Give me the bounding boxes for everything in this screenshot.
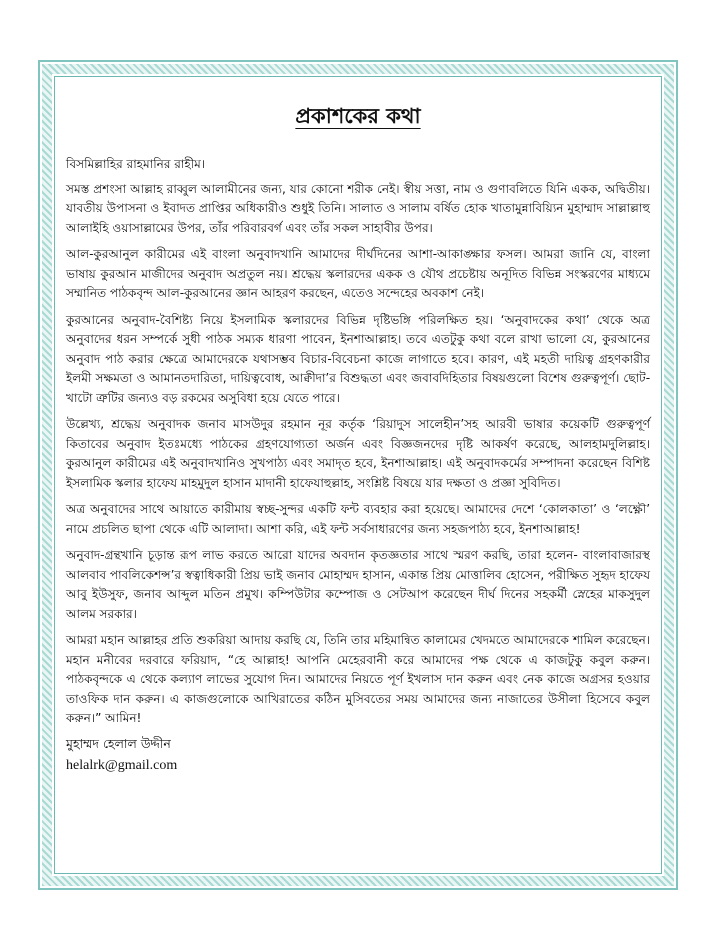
paragraph-font-note: অত্র অনুবাদের সাথে আয়াতে কারীমায় স্বচ্ছ-সুন্দর একটি ফন্ট ব্যবহার করা হয়েছে। আমাদের দেশে ‘কোলকাতা’ ও ‘লক্ষ্ণৌ’ নামে প্রচলিত ছাপা থেকে এটি আলাদা। আশা করি, এই ফন্ট সর্বসাধারণের জন্য সহজপাঠ্য হবে, ইনশাআল্লাহ! (66, 502, 650, 536)
paragraph-acknowledgements: অনুবাদ-গ্রন্থখানি চূড়ান্ত রূপ লাভ করতে আরো যাদের অবদান কৃতজ্ঞতার সাথে স্মরণ করছি, তারা হলেন- বাংলাবাজারস্থ আলবাব পাবলিকেশন্স’র স্বত্বাধিকারী প্রিয় ভাই জনাব মোহাম্মদ হাসান, একান্ত প্রিয় মোত্তালিব হোসেন, পরীক্ষিত সুহৃদ হাফেয আবু ইউসুফ, জনাব আব্দুল মতিন প্রমুখ। কম্পিউটার কম্পোজ ও সেটআপ করেছেন দীর্ঘ দিনের সহকর্মী স্নেহের মাকসুদুল আলম সরকার। (66, 548, 650, 621)
signature-email: helalrk@gmail.com (66, 757, 178, 773)
paragraph-translator-info: উল্লেখ্য, শ্রদ্ধেয় অনুবাদক জনাব মাসউদুর রহমান নূর কর্তৃক ‘রিয়াদুস সালেহীন’সহ আরবী ভাষার কয়েকটি গুরুত্বপূর্ণ কিতাবের অনুবাদ ইতঃমধ্যে পাঠকের গ্রহণযোগ্যতা অর্জন এবং বিজ্ঞজনদের দৃষ্টি আকর্ষণ করেছে, আলহামদুলিল্লাহ। কুরআনুল কারীমের এই অনুবাদখানিও সুখপাঠ্য এবং সমাদৃত হবে, ইনশাআল্লাহ। এই অনুবাদকর্মের সম্পাদনা করেছেন বিশিষ্ট ইসলামিক স্কলার হাফেয মাহমুদুল হাসান মাদানী হাফেযাহুল্লাহ, সংশ্লিষ্ট বিষয়ে যার দক্ষতা ও প্রজ্ঞা সুবিদিত। (66, 417, 650, 490)
paragraph-translation-features: কুরআনের অনুবাদ-বৈশিষ্ট্য নিয়ে ইসলামিক স্কলারদের বিভিন্ন দৃষ্টিভঙ্গি পরিলক্ষিত হয়। ‘অনুবাদকের কথা’ থেকে অত্র অনুবাদের ধরন সম্পর্কে সুধী পাঠক সম্যক ধারণা পাবেন, ইনশাআল্লাহ। তবে এতটুকু কথা বলে রাখা ভালো যে, কুরআনের অনুবাদ পাঠ করার ক্ষেত্রে আমাদেরকে যথাসম্ভব বিচার-বিবেচনা কাজে লাগাতে হবে। কারণ, এই মহতী দায়িত্ব গ্রহণকারীর ইলমী সক্ষমতা ও আমানতদারিতা, দায়িত্ববোধ, আক্বীদা’র বিশুদ্ধতা এবং জবাবদিহিতার বিষয়গুলো বিশেষ গুরুত্বপূর্ণ। ছোট-খাটো ত্রুটির জন্যও বড় রকমের অসুবিধা হয়ে যেতে পারে। (66, 312, 650, 405)
page-content (66, 100, 650, 774)
paragraph-praise: সমস্ত প্রশংসা আল্লাহ রাব্বুল আলামীনের জন্য, যার কোনো শরীক নেই। স্বীয় সত্তা, নাম ও গুণাবলিতে যিনি একক, অদ্বিতীয়। যাবতীয় উপাসনা ও ইবাদত প্রাপ্তির অধিকারীও শুধুই তিনি। সালাত ও সালাম বর্ষিত হোক খাতামুন্নাবিয়্যিন মুহাম্মাদ সাল্লাল্লাহু আলাইহি ওয়াসাল্লামের উপর, তাঁর পরিবারবর্গ এবং তাঁর সকল সাহাবীর উপর। (66, 181, 650, 235)
paragraph-translation-intro: আল-কুরআনুল কারীমের এই বাংলা অনুবাদখানি আমাদের দীর্ঘদিনের আশা-আকাঙ্ক্ষার ফসল। আমরা জানি যে, বাংলা ভাষায় কুরআন মাজীদের অনুবাদ অপ্রতুল নয়। শ্রদ্ধেয় স্কলারদের একক ও যৌথ প্রচেষ্টায় অনূদিত বিভিন্ন সংস্করণের মাধ্যমে সম্মানিত পাঠকবৃন্দ আল-কুরআনের জ্ঞান আহরণ করছেন, এতেও সন্দেহের অবকাশ নেই। (66, 247, 650, 300)
paragraph-prayer: আমরা মহান আল্লাহর প্রতি শুকরিয়া আদায় করছি যে, তিনি তার মহিমান্বিত কালামের খেদমতে আমাদেরকে শামিল করেছেন। মহান মনীবের দরবারে ফরিয়াদ, “হে আল্লাহ! আপনি মেহেরবানী করে আমাদের পক্ষ থেকে এ কাজটুকু কবুল করুন। পাঠকবৃন্দকে এ থেকে কল্যাণ লাভের সুযোগ দিন। আমাদের নিয়তে পূর্ণ ইখলাস দান করুন এবং নেক কাজে অগ্রসর হওয়ার তাওফিক দান করুন। এ কাজগুলোকে আখিরাতের কঠিন মুসিবতের সময় আমাদের জন্য নাজাতের উসীলা হিসেবে কবুল করুন।” আমিন! (66, 633, 650, 725)
signature-name: মুহাম্মদ হেলাল উদ্দীন (66, 735, 171, 751)
page-title: প্রকাশকের কথা (295, 104, 421, 128)
opening-line: বিসমিল্লাহির রাহমানির রাহীম। (66, 157, 206, 171)
